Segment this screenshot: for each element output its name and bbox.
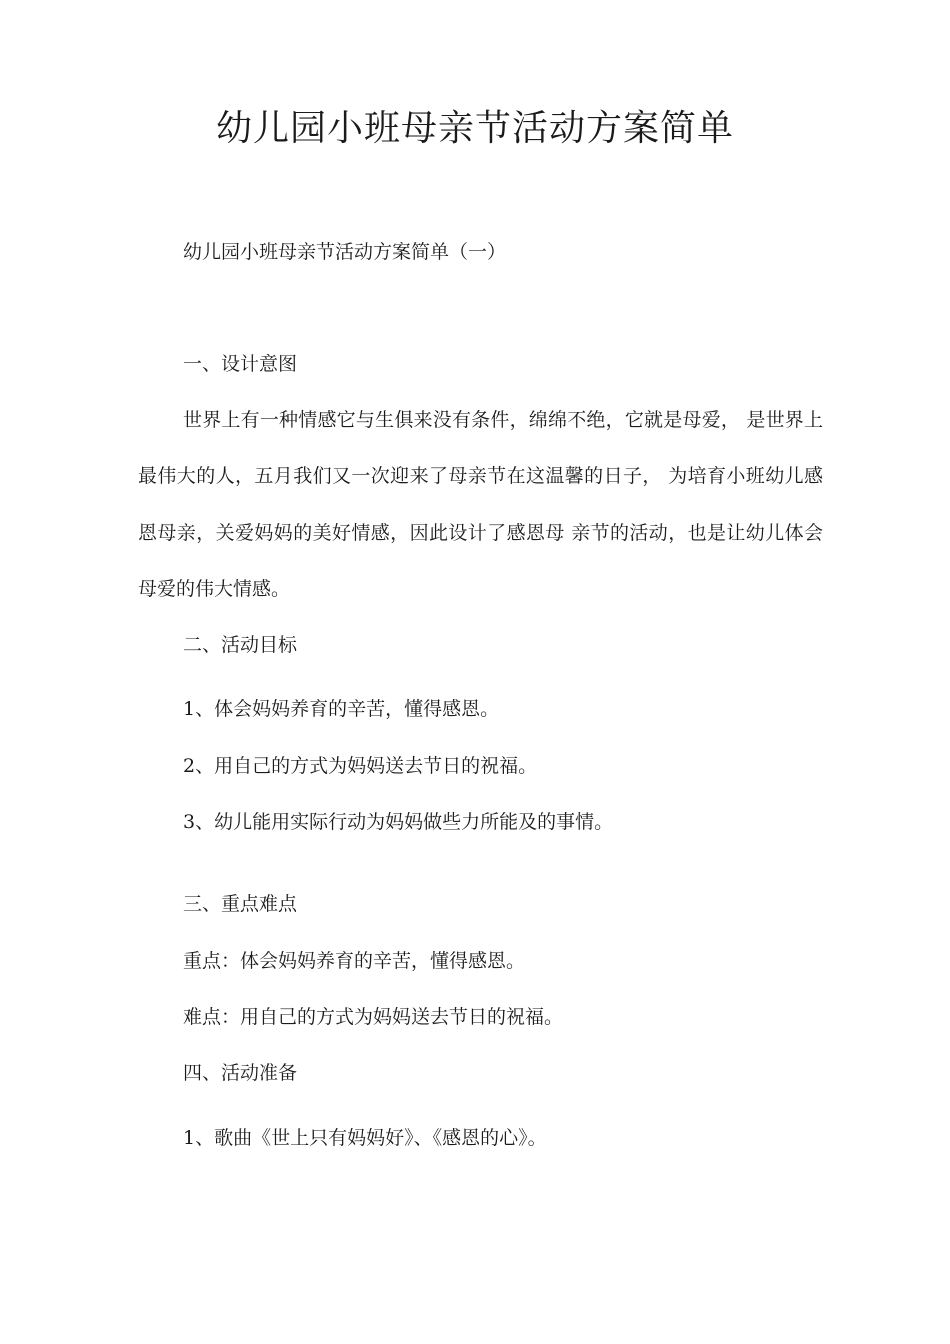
list-item: 1、歌曲《世上只有妈妈好》、《感恩的心》。 (183, 1127, 547, 1149)
paragraph-line: 最伟大的人，五月我们又一次迎来了母亲节在这温馨的日子， 为培育小班幼儿感 (138, 465, 823, 487)
key-point-text: 重点：体会妈妈养育的辛苦，懂得感恩。 (183, 950, 526, 972)
paragraph-line: 恩母亲，关爱妈妈的美好情感，因此设计了感恩母 亲节的活动，也是让幼儿体会 (138, 522, 823, 544)
section-heading-key-points: 三、重点难点 (183, 893, 298, 915)
document-subtitle: 幼儿园小班母亲节活动方案简单（一） (183, 241, 507, 263)
section-heading-goals: 二、活动目标 (183, 634, 298, 656)
paragraph-line: 世界上有一种情感它与生俱来没有条件，绵绵不绝，它就是母爱， 是世界上 (183, 409, 823, 431)
list-item: 3、幼儿能用实际行动为妈妈做些力所能及的事情。 (183, 811, 614, 833)
paragraph-line: 母爱的伟大情感。 (138, 578, 291, 600)
document-title: 幼儿园小班母亲节活动方案简单 (215, 108, 734, 149)
section-heading-preparation: 四、活动准备 (183, 1062, 298, 1084)
list-item: 1、体会妈妈养育的辛苦，懂得感恩。 (183, 698, 500, 720)
list-item: 2、用自己的方式为妈妈送去节日的祝福。 (183, 755, 538, 777)
section-heading-design-intent: 一、设计意图 (183, 353, 298, 375)
difficulty-text: 难点：用自己的方式为妈妈送去节日的祝福。 (183, 1006, 564, 1028)
